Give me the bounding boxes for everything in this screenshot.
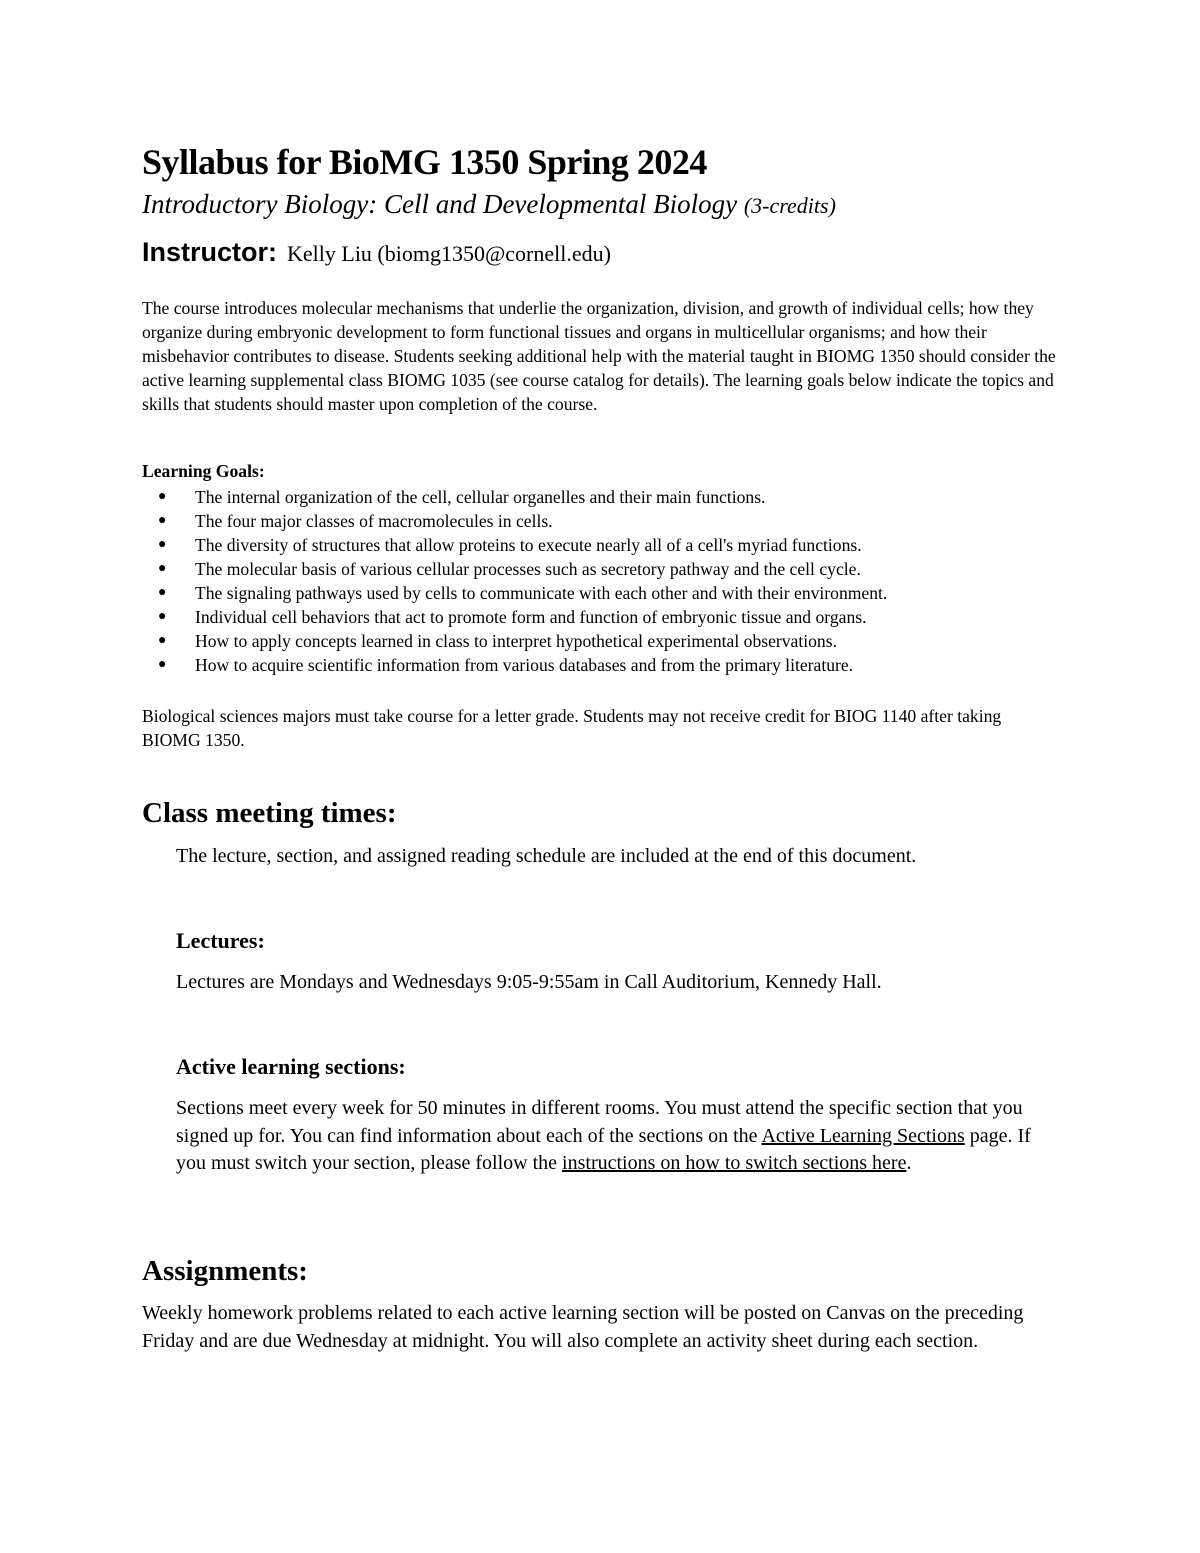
lectures-text: Lectures are Mondays and Wednesdays 9:05-9:55am in Call Auditorium, Kennedy Hall. [176, 971, 882, 993]
list-item: ● The molecular basis of various cellular processes such as secretory pathway and the cell cycle. [158, 559, 861, 579]
active-learning-sections-link[interactable]: Active Learning Sections [761, 1124, 965, 1147]
grading-note: Biological sciences majors must take course for a letter grade. Students may not receive credit for BIOG 1140 after taking BIOMG 1350. [142, 706, 1002, 750]
active-learning-heading: Active learning sections: [176, 1054, 406, 1079]
list-item: ● How to acquire scientific information from various databases and from the primary literature. [158, 655, 854, 675]
course-name: Introductory Biology: Cell and Developmental Biology [142, 189, 738, 219]
instructor-line [142, 236, 611, 269]
assignments-heading: Assignments: [142, 1255, 308, 1287]
bullet-icon: ● [158, 561, 167, 576]
switch-sections-instructions-link[interactable]: instructions on how to switch sections here [562, 1152, 907, 1174]
list-item: ● How to apply concepts learned in class to interpret hypothetical experimental observations. [158, 631, 837, 651]
bullet-icon: ● [158, 537, 167, 552]
list-item: ● The diversity of structures that allow proteins to execute nearly all of a cell's myriad functions. [158, 535, 862, 555]
bullet-icon: ● [158, 657, 167, 672]
course-credits: (3-credits) [743, 193, 836, 218]
course-subtitle [142, 189, 836, 220]
list-item: ● The signaling pathways used by cells to communicate with each other and with their environment. [158, 583, 888, 603]
bullet-icon: ● [158, 633, 167, 648]
page-title: Syllabus for BioMG 1350 Spring 2024 [142, 142, 707, 182]
learning-goals-heading: Learning Goals: [142, 461, 265, 481]
list-item: ● The internal organization of the cell, cellular organelles and their main functions. [158, 487, 766, 507]
list-item: ● The four major classes of macromolecules in cells. [158, 511, 553, 531]
assignments-text: Weekly homework problems related to each active learning section will be posted on Canvas on the preceding Friday and are due Wednesday at midnight. You will also complete an activity sheet during each section. [142, 1302, 1024, 1352]
class-meeting-text: The lecture, section, and assigned reading schedule are included at the end of this document. [176, 845, 917, 867]
bullet-icon: ● [158, 585, 167, 600]
course-description: The course introduces molecular mechanisms that underlie the organization, division, and growth of individual cells; how they organize during embryonic development to form functional tissues and organs in multicellular organisms; and how their misbehavior contributes to disease. Students seeking additional help with the material taught in BIOMG 1350 should consider the active learning supplemental class BIOMG 1035 (see course catalog for details). The learning goals below indicate the topics and skills that students should master upon completion of the course. [142, 298, 1056, 414]
bullet-icon: ● [158, 609, 167, 624]
instructor-label: Instructor: [142, 237, 277, 267]
list-item: ● Individual cell behaviors that act to promote form and function of embryonic tissue and organs. [158, 607, 867, 627]
learning-goals-list [142, 485, 887, 677]
lectures-heading: Lectures: [176, 928, 265, 953]
instructor-name: Kelly Liu (biomg1350@cornell.edu) [287, 241, 611, 266]
class-meeting-heading: Class meeting times: [142, 797, 397, 829]
bullet-icon: ● [158, 489, 167, 504]
active-learning-text: Sections meet every week for 50 minutes in different rooms. You must attend the specific section that you signed up for. You can find information about each of the sections on the Active Learning Sections page. If you must switch your section, please follow the instructions on how to switch sections here. [176, 1097, 1031, 1174]
bullet-icon: ● [158, 513, 167, 528]
